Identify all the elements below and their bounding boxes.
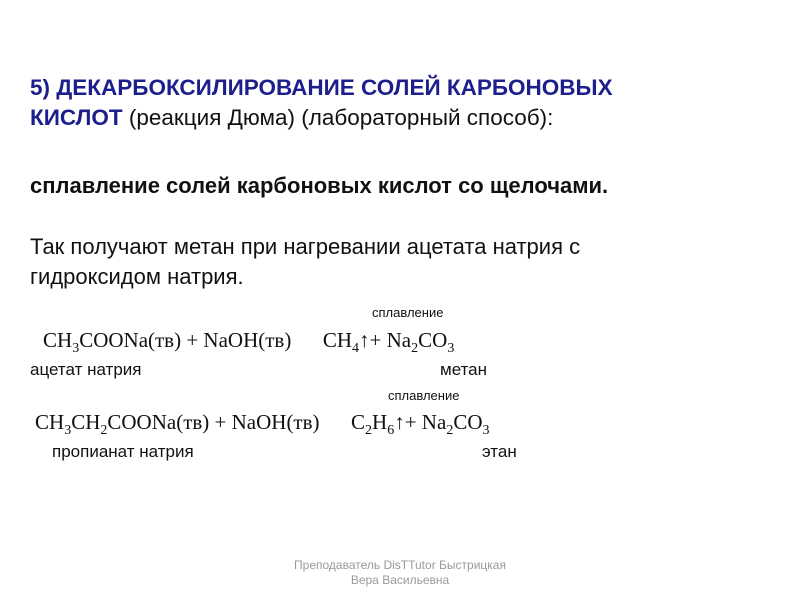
heading-line2-rest: (реакция Дюма) (лабораторный способ): (122, 105, 554, 130)
reaction2-product-label: этан (482, 442, 517, 461)
reaction2-reactant-label: пропианат натрия (52, 442, 194, 461)
reaction1-reactant-label: ацетат натрия (30, 360, 142, 379)
heading-line2-bold: КИСЛОТ (30, 105, 123, 130)
method-text: сплавление солей карбоновых кислот со щелочами. (30, 173, 609, 198)
paragraph-line2: гидроксидом натрия. (30, 264, 244, 289)
reaction1-equation: $CH_3COONa(тв)$ + NaOH(тв) $CH_4↑+ Na_2CO_3$ (43, 328, 455, 356)
reaction1-product-label: метан (440, 360, 488, 379)
paragraph-line1: Так получают метан при нагревании ацетата натрия с (30, 234, 581, 259)
description-paragraph (30, 232, 580, 292)
slide-heading (30, 73, 613, 133)
reaction2-equation: $CH_3CH_2COONa(тв)$ + NaOH(тв) $C_2H_6↑+ Na_2CO_3$ (35, 410, 490, 438)
reaction1-condition: сплавление (372, 305, 444, 320)
footer-line1: Преподаватель DisTTutor Быстрицкая (294, 558, 506, 572)
heading-line1: 5) ДЕКАРБОКСИЛИРОВАНИЕ СОЛЕЙ КАРБОНОВЫХ (30, 75, 613, 100)
footer-line2: Вера Васильевна (350, 573, 450, 587)
slide-footer (0, 558, 800, 588)
reaction2-condition: сплавление (388, 388, 460, 403)
